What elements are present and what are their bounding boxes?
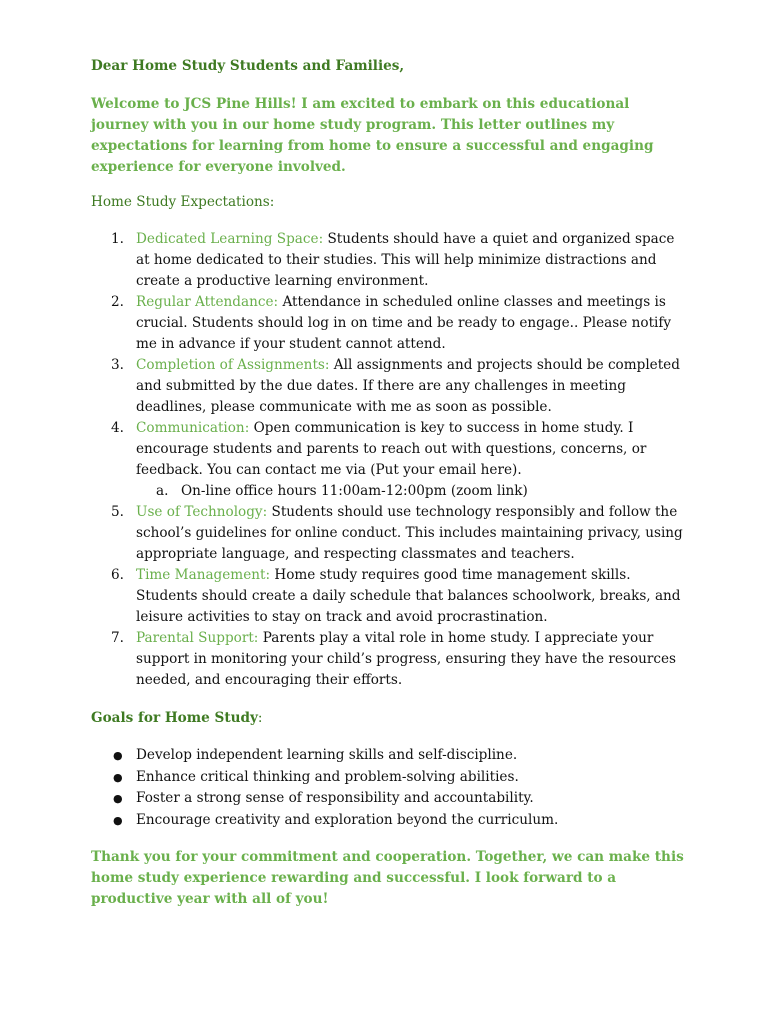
expectation-text: Home study requires good time management skills. Students should create a daily schedule that balances schoolwork, breaks, and leisure activities to stay on track and avoid procrastination. — [136, 567, 681, 625]
expectation-term: Communication: — [136, 420, 250, 436]
list-item — [91, 229, 691, 292]
goals-heading-text: Goals for Home Study — [91, 710, 258, 726]
list-item — [91, 565, 691, 628]
bullet-icon: ● — [113, 749, 123, 762]
sub-list-item — [136, 481, 691, 502]
expectation-term: Regular Attendance: — [136, 294, 279, 310]
goal-text: Encourage creativity and exploration beyond the curriculum. — [136, 811, 559, 828]
list-number: 4. — [111, 420, 124, 436]
goal-text: Develop independent learning skills and self-discipline. — [136, 747, 518, 763]
expectation-term: Use of Technology: — [136, 504, 268, 520]
expectation-text: Students should have a quiet and organized space at home dedicated to their studies. This will help minimize distractions and create a productive learning environment. — [136, 231, 675, 289]
expectation-text: Attendance in scheduled online classes and meetings is crucial. Students should log in on time and be ready to engage.. Please notify me in advance if your student cannot attend. — [136, 294, 672, 352]
list-item — [91, 810, 691, 832]
bullet-icon: ● — [113, 792, 123, 805]
communication-sublist — [136, 481, 691, 502]
expectation-term: Dedicated Learning Space: — [136, 231, 324, 247]
list-number: 1. — [111, 231, 124, 247]
sub-list-letter: a. — [156, 483, 169, 499]
list-item — [91, 292, 691, 355]
expectation-term: Time Management: — [136, 567, 271, 583]
goals-heading — [91, 708, 691, 729]
letter-page — [91, 56, 691, 910]
list-number: 3. — [111, 357, 124, 373]
welcome-paragraph: Welcome to JCS Pine Hills! I am excited to embark on this educational journey with you in our home study program. This letter outlines my expectations for learning from home to ensure a successful and engaging experience for everyone involved. — [91, 96, 654, 175]
office-hours-text: On-line office hours 11:00am-12:00pm (zoom link) — [181, 483, 528, 499]
list-item — [91, 355, 691, 418]
expectation-text: Parents play a vital role in home study. I appreciate your support in monitoring your child’s progress, ensuring they have the resources needed, and encouraging their efforts. — [136, 630, 677, 688]
bullet-icon: ● — [113, 770, 123, 784]
expectation-text: Open communication is key to success in home study. I encourage students and parents to reach out with questions, concerns, or feedback. You can contact me via (Put your email here). — [136, 420, 647, 478]
goals-list — [91, 745, 691, 831]
list-item — [91, 418, 691, 502]
expectations-list — [91, 229, 691, 691]
goal-text: Enhance critical thinking and problem-solving abilities. — [136, 768, 519, 785]
goal-text: Foster a strong sense of responsibility and accountability. — [136, 790, 534, 806]
list-item — [91, 745, 691, 767]
expectation-text: Students should use technology responsibly and follow the school’s guidelines for online conduct. This includes maintaining privacy, using appropriate language, and respecting classmates and teachers. — [136, 504, 683, 562]
expectation-term: Parental Support: — [136, 630, 259, 646]
closing-paragraph: Thank you for your commitment and cooperation. Together, we can make this home study experience rewarding and successful. I look forward to a productive year with all of you! — [91, 849, 684, 907]
expectation-term: Completion of Assignments: — [136, 357, 330, 373]
expectations-heading: Home Study Expectations: — [91, 194, 275, 210]
list-item — [91, 767, 691, 789]
list-number: 7. — [111, 630, 124, 646]
bullet-icon: ● — [113, 813, 123, 827]
list-number: 5. — [111, 504, 124, 520]
list-item — [91, 502, 691, 565]
list-number: 2. — [111, 294, 124, 310]
expectation-text: All assignments and projects should be completed and submitted by the due dates. If there are any challenges in meeting deadlines, please communicate with me as soon as possible. — [136, 357, 680, 415]
list-item — [91, 788, 691, 810]
list-number: 6. — [111, 567, 124, 583]
salutation: Dear Home Study Students and Families, — [91, 58, 405, 74]
list-item — [91, 628, 691, 691]
goals-heading-colon: : — [257, 710, 263, 726]
